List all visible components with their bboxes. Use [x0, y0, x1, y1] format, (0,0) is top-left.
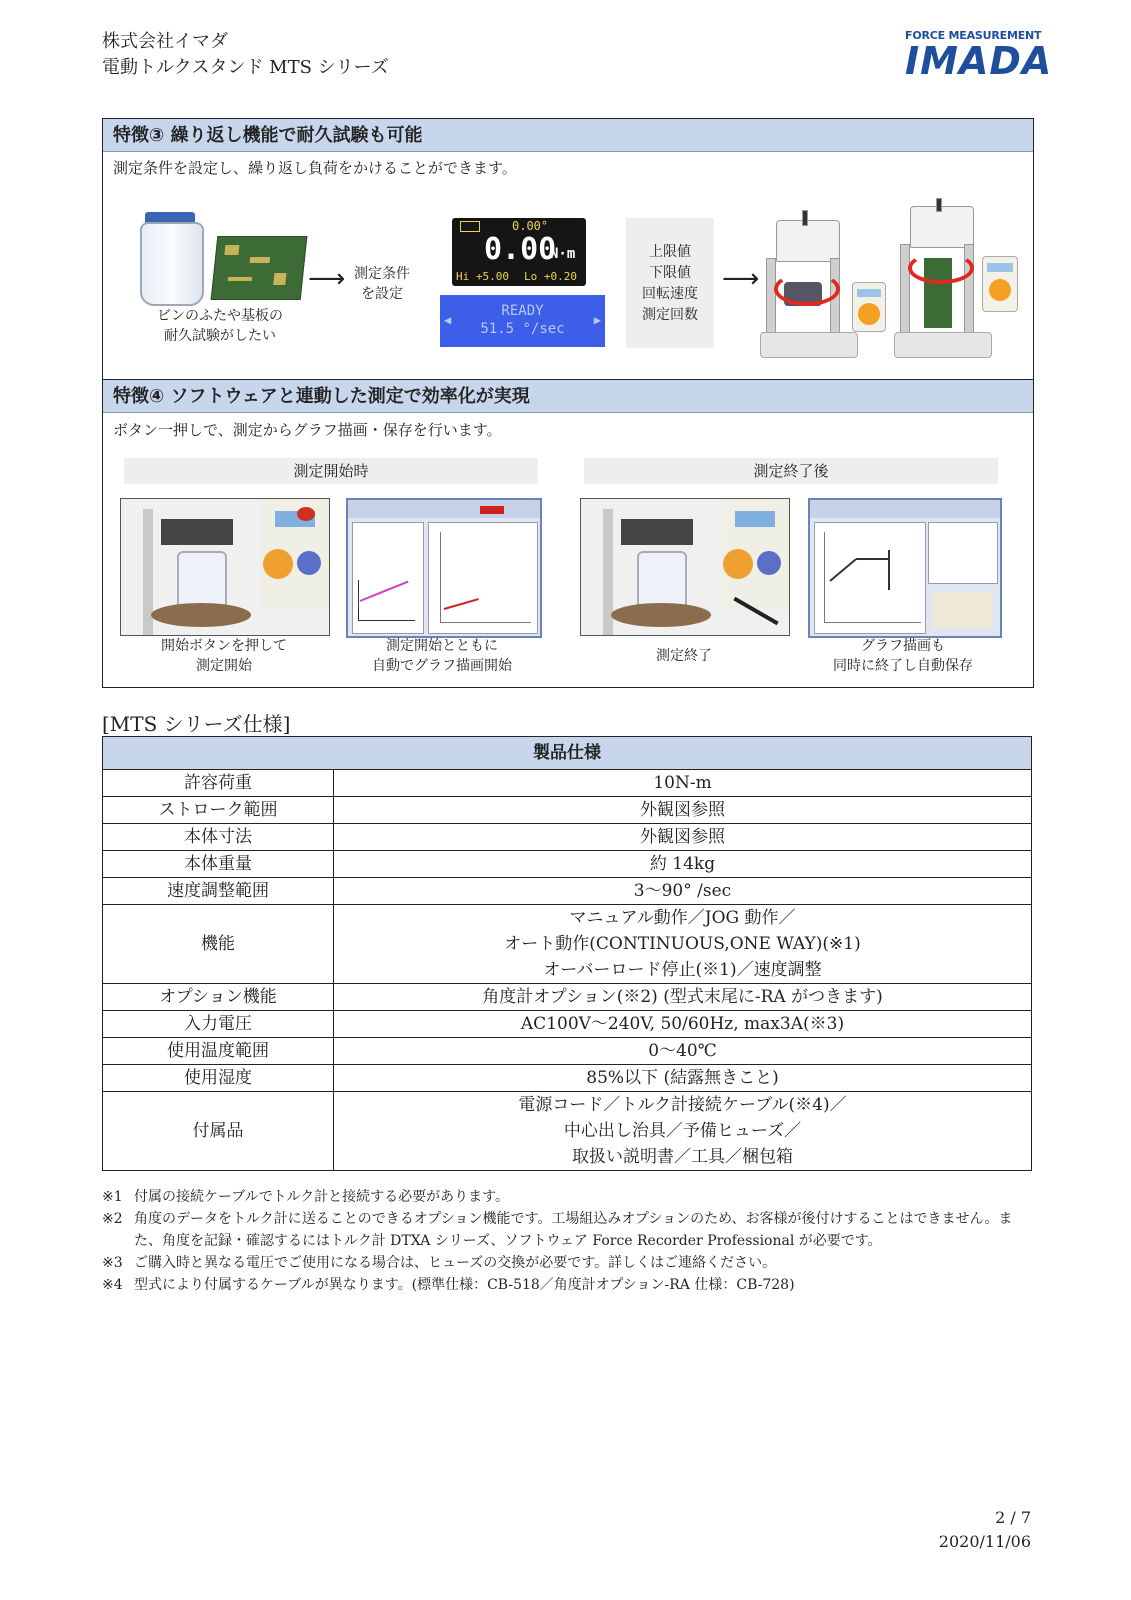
spec-value — [334, 905, 1032, 984]
footnote-mark: ※3 — [102, 1255, 123, 1271]
feature4-title: 特徴④ ソフトウェアと連動した測定で効率化が実現 — [103, 380, 1033, 413]
footnote — [102, 1208, 1032, 1252]
arrow-right-icon: ⟶ — [308, 264, 346, 294]
spec-value — [334, 770, 1032, 797]
tab-measurement-start: 測定開始時 — [124, 458, 538, 484]
footnote-mark: ※2 — [102, 1211, 123, 1227]
photo-caption: 開始ボタンを押して 測定開始 — [161, 638, 287, 674]
measurement-end-photo — [580, 498, 790, 636]
spec-value-line: オート動作(CONTINUOUS,ONE WAY)(※1) — [504, 934, 861, 954]
photo-caption: 測定終了 — [656, 648, 712, 664]
software-saved-screenshot — [808, 498, 1002, 638]
product-series-title: 電動トルクスタンド MTS シリーズ — [102, 57, 389, 78]
torque-display-screen: 0.00° 0.00 N·m Hi +5.00 Lo +0.20 — [452, 218, 586, 286]
stand-lcd-screen: READY 51.5 °/sec ◀ ▶ — [440, 295, 605, 347]
arrow-right-icon: ⟶ — [722, 264, 760, 294]
spec-value — [334, 1092, 1032, 1171]
condition-item: 回転速度 — [642, 286, 698, 302]
spec-label: 入力電圧 — [103, 1011, 334, 1038]
spec-row — [103, 984, 1032, 1011]
spec-row — [103, 1038, 1032, 1065]
footnote — [102, 1252, 1032, 1274]
spec-row — [103, 1092, 1032, 1171]
spec-value — [334, 797, 1032, 824]
footnote-text: 付属の接続ケーブルでトルク計と接続する必要があります。 — [134, 1189, 510, 1205]
controller-image — [852, 282, 886, 332]
spec-value-line: 10N-m — [653, 773, 712, 793]
spec-value-line: 0～40℃ — [648, 1041, 717, 1061]
spec-row — [103, 770, 1032, 797]
start-button-photo — [120, 498, 330, 636]
spec-row — [103, 878, 1032, 905]
footnotes — [102, 1186, 1032, 1296]
footnote-mark: ※1 — [102, 1189, 123, 1205]
spec-value — [334, 1065, 1032, 1092]
spec-value-line: 85%以下 (結露無きこと) — [586, 1068, 779, 1088]
spec-value-line: 取扱い説明書／工具／梱包箱 — [572, 1147, 793, 1167]
logo-tagline: FORCE MEASUREMENT — [905, 29, 1042, 42]
left-triangle-icon: ◀ — [444, 313, 452, 327]
tab-measurement-end: 測定終了後 — [584, 458, 998, 484]
spec-row — [103, 851, 1032, 878]
spec-value-line: マニュアル動作／JOG 動作／ — [569, 908, 796, 928]
spec-value — [334, 851, 1032, 878]
spec-label: 付属品 — [103, 1092, 334, 1171]
spec-label: 使用温度範囲 — [103, 1038, 334, 1065]
footnote — [102, 1186, 1032, 1208]
circuit-board-image — [211, 236, 308, 300]
right-triangle-icon: ▶ — [593, 313, 601, 327]
spec-value — [334, 1011, 1032, 1038]
software-start-screenshot — [346, 498, 542, 638]
spec-label: オプション機能 — [103, 984, 334, 1011]
footnote-text: ご購入時と異なる電圧でご使用になる場合は、ヒューズの交換が必要です。詳しくはご連絡ください。 — [134, 1255, 777, 1271]
spec-section-title: [MTS シリーズ仕様] — [102, 712, 291, 736]
spec-label: ストローク範囲 — [103, 797, 334, 824]
spec-value-line: オーバーロード停止(※1)／速度調整 — [543, 960, 822, 980]
spec-row — [103, 797, 1032, 824]
condition-item: 下限値 — [649, 265, 691, 281]
feature3-description: 測定条件を設定し、繰り返し負荷をかけることができます。 — [113, 159, 517, 177]
spec-label: 速度調整範囲 — [103, 878, 334, 905]
spec-label: 機能 — [103, 905, 334, 984]
spec-value — [334, 878, 1032, 905]
spec-value — [334, 1038, 1032, 1065]
spec-value-line: AC100V～240V, 50/60Hz, max3A(※3) — [520, 1014, 845, 1034]
spec-value-line: 3～90° /sec — [633, 881, 732, 901]
footnote-mark: ※4 — [102, 1277, 123, 1293]
document-date: 2020/11/06 — [938, 1532, 1031, 1551]
spec-value-line: 外観図参照 — [640, 800, 725, 820]
spec-value-line: 中心出し治具／予備ヒューズ／ — [563, 1121, 802, 1141]
spec-label: 本体寸法 — [103, 824, 334, 851]
sample-caption: ビンのふたや基板の 耐久試験がしたい — [157, 308, 283, 344]
spec-table-title: 製品仕様 — [103, 737, 1032, 770]
feature4-description: ボタン一押しで、測定からグラフ描画・保存を行います。 — [113, 421, 502, 439]
photo-caption: 測定開始とともに 自動でグラフ描画開始 — [372, 638, 512, 674]
imada-logo — [905, 29, 1055, 83]
conditions-list — [626, 218, 714, 348]
spec-label: 使用湿度 — [103, 1065, 334, 1092]
feature3-title: 特徴③ 繰り返し機能で耐久試験も可能 — [103, 119, 1033, 152]
condition-item: 上限値 — [649, 244, 691, 260]
logo-wordmark: IMADA — [905, 39, 1053, 83]
condition-item: 測定回数 — [642, 307, 698, 323]
spec-value-line: 約 14kg — [649, 854, 716, 874]
footnote — [102, 1274, 1032, 1296]
spec-label: 本体重量 — [103, 851, 334, 878]
spec-value — [334, 984, 1032, 1011]
spec-value-line: 電源コード／トルク計接続ケーブル(※4)／ — [518, 1095, 847, 1115]
footnote-text: 型式により付属するケーブルが異なります。(標準仕様：CB-518／角度計オプション-RA 仕様：CB-728) — [134, 1277, 795, 1293]
spec-table — [102, 736, 1032, 1171]
spec-label: 許容荷重 — [103, 770, 334, 797]
photo-caption: グラフ描画も 同時に終了し自動保存 — [833, 638, 973, 674]
spec-row — [103, 905, 1032, 984]
company-name: 株式会社イマダ — [102, 31, 228, 52]
controller-image — [982, 256, 1018, 312]
spec-row — [103, 1011, 1032, 1038]
spec-value-line: 角度計オプション(※2) (型式末尾に-RA がつきます) — [482, 987, 883, 1007]
spec-row — [103, 1065, 1032, 1092]
spec-row — [103, 824, 1032, 851]
spec-value-line: 外観図参照 — [640, 827, 725, 847]
spec-value — [334, 824, 1032, 851]
set-conditions-caption: 測定条件 を設定 — [354, 266, 410, 302]
page-number: 2 / 7 — [995, 1508, 1031, 1527]
footnote-text: 角度のデータをトルク計に送ることのできるオプション機能です。工場組込みオプションのため、お客様が後付けすることはできません。また、角度を記録・確認するにはトルク計 DTXA シリーズ、ソフトウェア Force Recorder Professional が必要です。 — [134, 1211, 1013, 1249]
